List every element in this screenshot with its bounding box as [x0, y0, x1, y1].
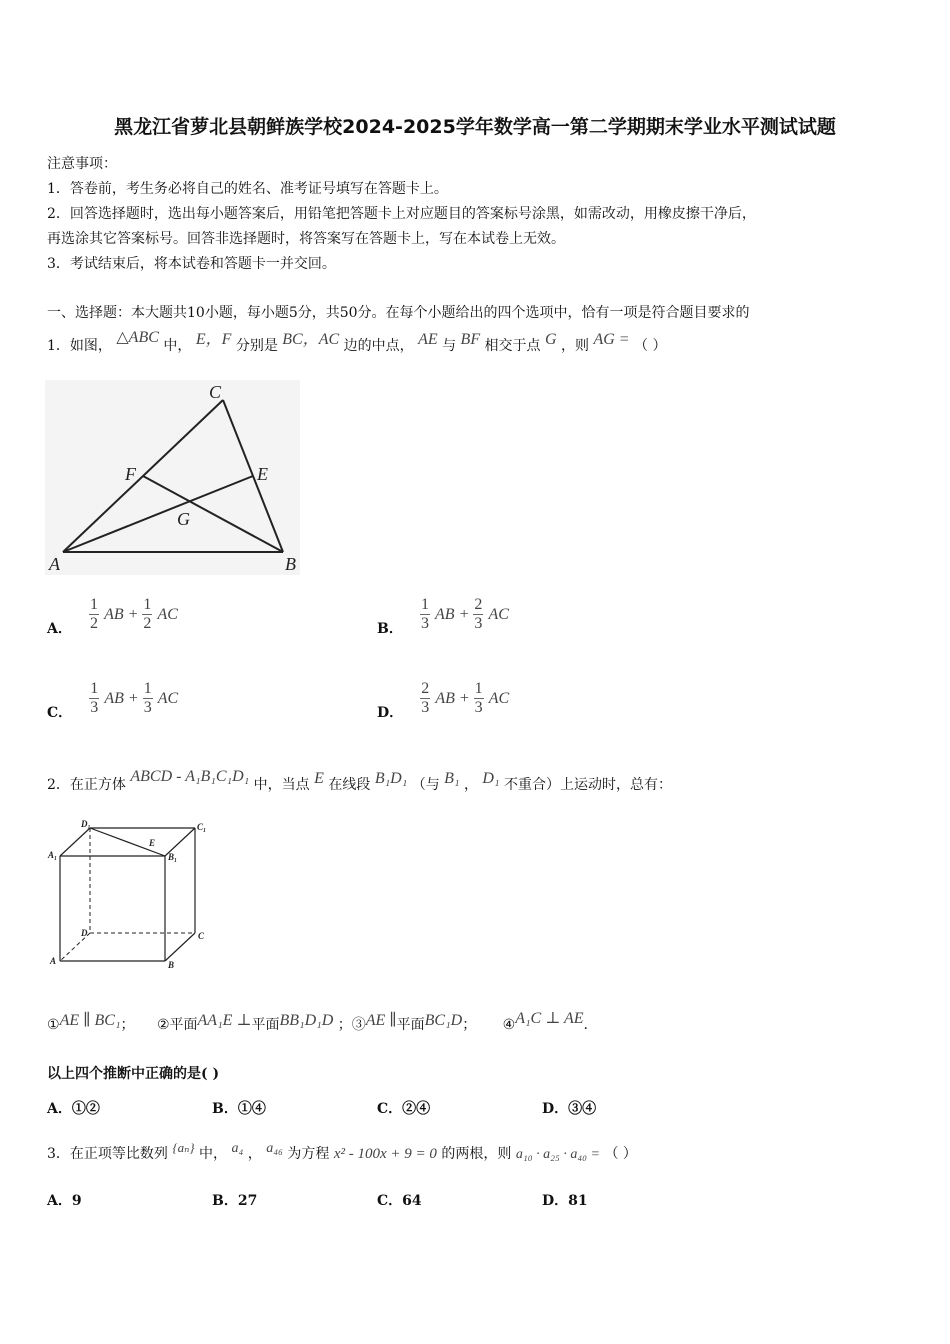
option-label: A．: [47, 621, 72, 637]
sep: .: [583, 1017, 588, 1033]
q2-cube: ABCD - A₁B₁C₁D₁: [130, 768, 250, 785]
q1-paren: （ ）: [634, 338, 667, 354]
q3-option-c[interactable]: C．64: [377, 1193, 422, 1209]
q1-text: ，则: [561, 338, 590, 354]
statement-1-number: ①: [47, 1017, 60, 1033]
coef: [89, 680, 99, 717]
q2-option-a[interactable]: A．①②: [47, 1101, 100, 1117]
denominator: 3: [474, 699, 483, 716]
q2-text: 在线段: [328, 777, 371, 793]
statement-1: AE ∥ BC₁: [59, 1012, 121, 1029]
q3-a46: a₄₆: [266, 1141, 283, 1156]
section-heading: 一、选择题：本大题共10小题，每小题5分，共50分。在每个小题给出的四个选项中，恰有一项是符合题目要求的: [47, 305, 750, 321]
notice-item-3: 3．考试结束后，将本试卷和答题卡一并交回。: [47, 256, 336, 272]
numerator: 1: [90, 680, 99, 697]
statement-2-plane: BB₁D₁D: [279, 1012, 334, 1029]
q2-text: （与: [411, 777, 440, 793]
q1-triangle-figure: [45, 380, 305, 580]
label-f: F: [125, 464, 136, 484]
label-a: A: [49, 554, 60, 574]
notice-item-2a: 2．回答选择题时，选出每小题答案后，用铅笔把答题卡上对应题目的答案标号涂黑，如需改动，用橡皮擦干净后，: [47, 206, 756, 222]
vector: AB: [104, 606, 124, 623]
denominator: 3: [420, 615, 429, 632]
q3-text: 的两根，则: [441, 1146, 512, 1162]
option-label: B．: [377, 621, 403, 637]
q1-ae: AE: [418, 331, 438, 348]
statement-3: AE ∥: [365, 1012, 397, 1029]
q1-bf: BF: [460, 331, 481, 348]
plane-word: 平面: [251, 1017, 280, 1033]
q3-paren: （ ）: [604, 1146, 637, 1162]
label-e: E: [149, 838, 156, 848]
numerator: 2: [421, 680, 430, 697]
q3-option-d[interactable]: D．81: [542, 1193, 588, 1209]
coef: [420, 680, 430, 717]
vector: AB: [104, 690, 124, 707]
q1-stem: [47, 329, 667, 355]
q2-option-d[interactable]: D．③④: [542, 1101, 597, 1117]
notice-item-2b: 再选涂其它答案标号。回答非选择题时，将答案写在答题卡上，写在本试卷上无效。: [47, 231, 565, 247]
q1-ag: AG =: [593, 331, 630, 348]
q1-text: 相交于点: [484, 338, 541, 354]
vector: AC: [488, 606, 509, 623]
q2-e: E: [314, 770, 324, 787]
edge-cb: [165, 933, 195, 961]
q3-option-a[interactable]: A．9: [47, 1193, 82, 1209]
q2-text: ，: [463, 777, 478, 793]
q3-option-b[interactable]: B．27: [212, 1193, 258, 1209]
label-d1: D₁: [81, 819, 91, 829]
q1-option-c[interactable]: C． $\frac{1}{3}$ AB + $\frac{1}{3}$ AC: [47, 680, 179, 721]
label-c: C: [209, 382, 222, 402]
vector: AC: [488, 690, 510, 707]
numerator: 1: [143, 596, 152, 613]
q1-prefix: 1．如图，: [47, 338, 112, 354]
statement-2-number: ②平面: [156, 1017, 198, 1033]
page-title: 黑龙江省萝北县朝鲜族学校2024-2025学年数学高一第二学期期末学业水平测试试题: [114, 116, 836, 138]
numerator: 1: [143, 680, 152, 697]
q1-text: 中，: [163, 338, 192, 354]
q3-text: 为方程: [287, 1146, 330, 1162]
plane-word: 平面: [396, 1017, 425, 1033]
label-b1: B₁: [168, 852, 178, 862]
q1-option-b[interactable]: B． $\frac{1}{3}$ AB + $\frac{2}{3}$ AC: [377, 596, 509, 637]
denominator: 3: [474, 615, 483, 632]
q1-triangle: △ABC: [116, 329, 159, 346]
notice-heading: 注意事项：: [47, 156, 117, 172]
q1-g: G: [545, 331, 557, 348]
label-b: B: [285, 554, 296, 574]
label-c1: C₁: [197, 822, 207, 832]
q2-b1: B₁: [444, 770, 460, 787]
vector: AB: [435, 690, 455, 707]
q2-text: 不重合）上运动时，总有：: [504, 777, 672, 793]
q2-ask: 以上四个推断中正确的是( ): [47, 1066, 220, 1082]
statement-3-plane: BC₁D: [424, 1012, 463, 1029]
q2-option-b[interactable]: B．①④: [212, 1101, 266, 1117]
q2-text: 中，当点: [253, 777, 310, 793]
q3-product: a₁₀ · a₂₅ · a₄₀ =: [515, 1147, 600, 1162]
coef: [474, 680, 484, 717]
denominator: 2: [143, 615, 152, 632]
q3-equation: x² - 100x + 9 = 0: [333, 1146, 437, 1162]
vector: AC: [157, 606, 178, 623]
label-a: A: [50, 956, 57, 966]
statement-2: AA₁E ⊥: [197, 1012, 252, 1029]
q1-bcac: BC，AC: [282, 331, 340, 348]
q2-option-c[interactable]: C．②④: [377, 1101, 431, 1117]
sep: ；: [462, 1017, 477, 1033]
q3-text: ，: [247, 1146, 262, 1162]
option-label: D．: [377, 705, 404, 721]
statement-4-number: ④: [502, 1017, 516, 1033]
vector: AB: [435, 606, 455, 623]
label-g: G: [177, 509, 190, 529]
edge-a1d1: [60, 828, 90, 856]
numerator: 1: [420, 596, 429, 613]
denominator: 3: [143, 699, 152, 716]
q3-sequence: {aₙ}: [172, 1140, 195, 1155]
denominator: 2: [89, 615, 98, 632]
notice-item-1: 1．答卷前，考生务必将自己的姓名、准考证号填写在答题卡上。: [47, 181, 448, 197]
q1-option-d[interactable]: D． $\frac{2}{3}$ AB + $\frac{1}{3}$ AC: [377, 680, 510, 721]
numerator: 1: [89, 596, 98, 613]
label-d: D: [81, 928, 88, 938]
coef: [89, 596, 99, 633]
option-label: C．: [47, 705, 73, 721]
q2-statements: [47, 1010, 588, 1034]
label-c: C: [198, 931, 205, 941]
denominator: 3: [421, 699, 430, 716]
q3-text: 中，: [199, 1146, 227, 1162]
numerator: 2: [474, 596, 483, 613]
numerator: 1: [474, 680, 483, 697]
statement-4: A₁C ⊥ AE: [515, 1010, 584, 1027]
q2-prefix: 2．在正方体: [47, 777, 126, 793]
q2-b1d1: B₁D₁: [374, 770, 408, 787]
sep: ；: [120, 1017, 135, 1033]
q1-ef: E，F: [195, 331, 232, 348]
coef: [142, 596, 152, 633]
coef: [143, 680, 153, 717]
q3-a4: a₄: [231, 1141, 244, 1156]
label-a1: A₁: [48, 850, 58, 860]
denominator: 3: [90, 699, 99, 716]
label-b: B: [168, 960, 175, 970]
q3-stem: [47, 1140, 637, 1163]
q1-text: 边的中点，: [343, 338, 414, 354]
statement-3-number: ；③: [337, 1017, 366, 1033]
q1-text: 分别是: [235, 338, 278, 354]
q1-text: 与: [442, 338, 457, 354]
coef: [473, 596, 483, 633]
label-e: E: [257, 464, 268, 484]
coef: [420, 596, 430, 633]
q3-prefix: 3．在正项等比数列: [47, 1146, 168, 1162]
vector: AC: [157, 690, 179, 707]
q2-stem: [47, 768, 672, 794]
q2-d1: D₁: [482, 770, 500, 787]
q1-option-a[interactable]: A． $\frac{1}{2}$ AB + $\frac{1}{2}$ AC: [47, 596, 178, 637]
q2-cube-figure: [45, 818, 220, 973]
